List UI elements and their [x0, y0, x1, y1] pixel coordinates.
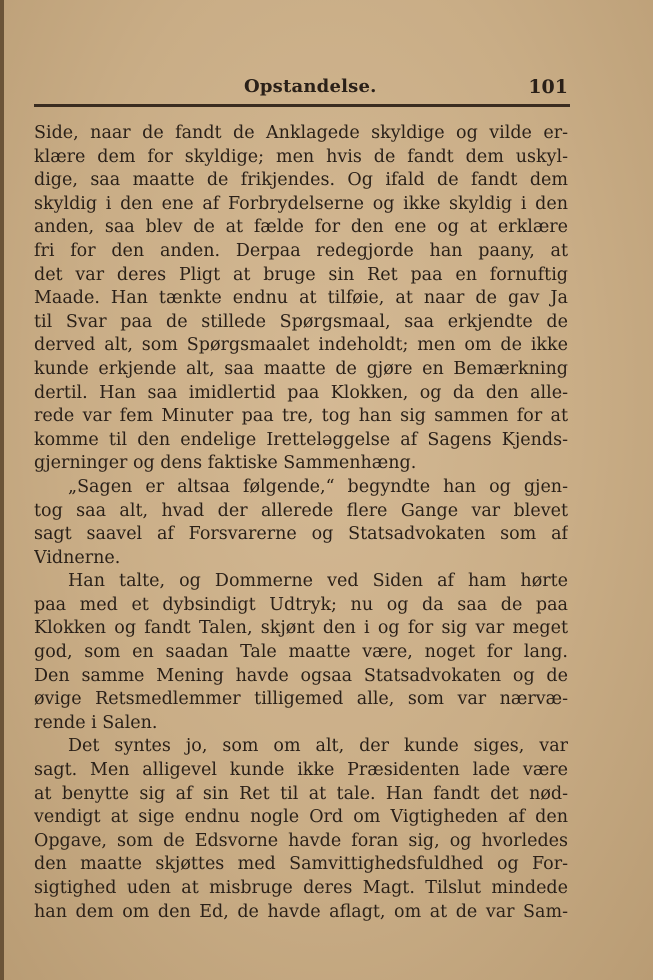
- text-line: fri for den anden. Derpaa redegjorde han paany, at: [34, 240, 568, 261]
- text-line: rede var fem Minuter paa tre, tog han sig sammen for at: [34, 406, 568, 427]
- text-line: komme til den endelige Iretteləggelse af Sagens Kjends-: [34, 429, 568, 450]
- text-line: tog saa alt, hvad der allerede flere Gange var blevet: [34, 500, 568, 521]
- text-line: Vidnerne.: [34, 547, 121, 568]
- text-line: dige, saa maatte de frikjendes. Og ifald de fandt dem: [34, 170, 568, 191]
- chapter-title: Opstandelse.: [244, 76, 377, 97]
- text-line: „Sagen er altsaa følgende,“ begyndte han og gjen-: [68, 476, 568, 497]
- text-line: sagt. Men alligevel kunde ikke Præsidenten lade være: [34, 760, 568, 781]
- text-line: sigtighed uden at misbruge deres Magt. Tilslut mindede: [34, 878, 568, 898]
- text-line: skyldig i den ene af Forbrydelserne og ikke skyldig i den: [34, 193, 568, 214]
- text-line: klære dem for skyldige; men hvis de fandt dem uskyl-: [34, 146, 568, 167]
- text-line: Klokken og fandt Talen, skjønt den i og for sig var meget: [34, 618, 568, 639]
- text-line: den maatte skjøttes med Samvittighedsfuldhed og For-: [34, 854, 568, 875]
- text-line: derved alt, som Spørgsmaalet indeholdt; men om de ikke: [34, 335, 568, 356]
- running-header: [34, 74, 570, 100]
- header-rule: [34, 104, 570, 107]
- text-line: Opgave, som de Edsvorne havde foran sig, og hvorledes: [34, 830, 568, 851]
- text-line: kunde erkjende alt, saa maatte de gjøre en Bemærkning: [34, 358, 568, 379]
- text-line: Han talte, og Dommerne ved Siden af ham hørte: [68, 571, 568, 592]
- text-line: at benytte sig af sin Ret til at tale. Han fandt det nød-: [34, 783, 568, 804]
- text-line: øvige Retsmedlemmer tilligemed alle, som var nærvæ-: [34, 689, 568, 710]
- text-line: sagt saavel af Forsvarerne og Statsadvokaten som af: [34, 524, 568, 545]
- text-line: god, som en saadan Tale maatte være, noget for lang.: [34, 642, 568, 663]
- page-number: 101: [528, 76, 568, 98]
- text-line: Den samme Mening havde ogsaa Statsadvokaten og de: [34, 665, 568, 686]
- text-line: paa med et dybsindigt Udtryk; nu og da saa de paa: [34, 594, 568, 615]
- text-line: dertil. Han saa imidlertid paa Klokken, og da den alle-: [34, 382, 568, 403]
- text-line: Side, naar de fandt de Anklagede skyldige og vilde er-: [34, 123, 568, 143]
- text-line: til Svar paa de stillede Spørgsmaal, saa erkjendte de: [34, 311, 568, 332]
- text-line: han dem om den Ed, de havde aflagt, om at de var Sam-: [34, 901, 568, 922]
- text-line: Det syntes jo, som om alt, der kunde siges, var: [68, 736, 568, 757]
- text-line: det var deres Pligt at bruge sin Ret paa en fornuftig: [34, 264, 568, 285]
- text-line: gjerninger og dens faktiske Sammenhæng.: [34, 453, 417, 474]
- text-line: vendigt at sige endnu nogle Ord om Vigtigheden af den: [34, 807, 568, 828]
- text-line: rende i Salen.: [34, 712, 158, 733]
- text-line: Maade. Han tænkte endnu at tilføie, at naar de gav Ja: [34, 288, 568, 309]
- page-binding-edge: [0, 0, 4, 980]
- body-text: [34, 122, 568, 924]
- text-line: anden, saa blev de at fælde for den ene og at erklære: [34, 217, 568, 238]
